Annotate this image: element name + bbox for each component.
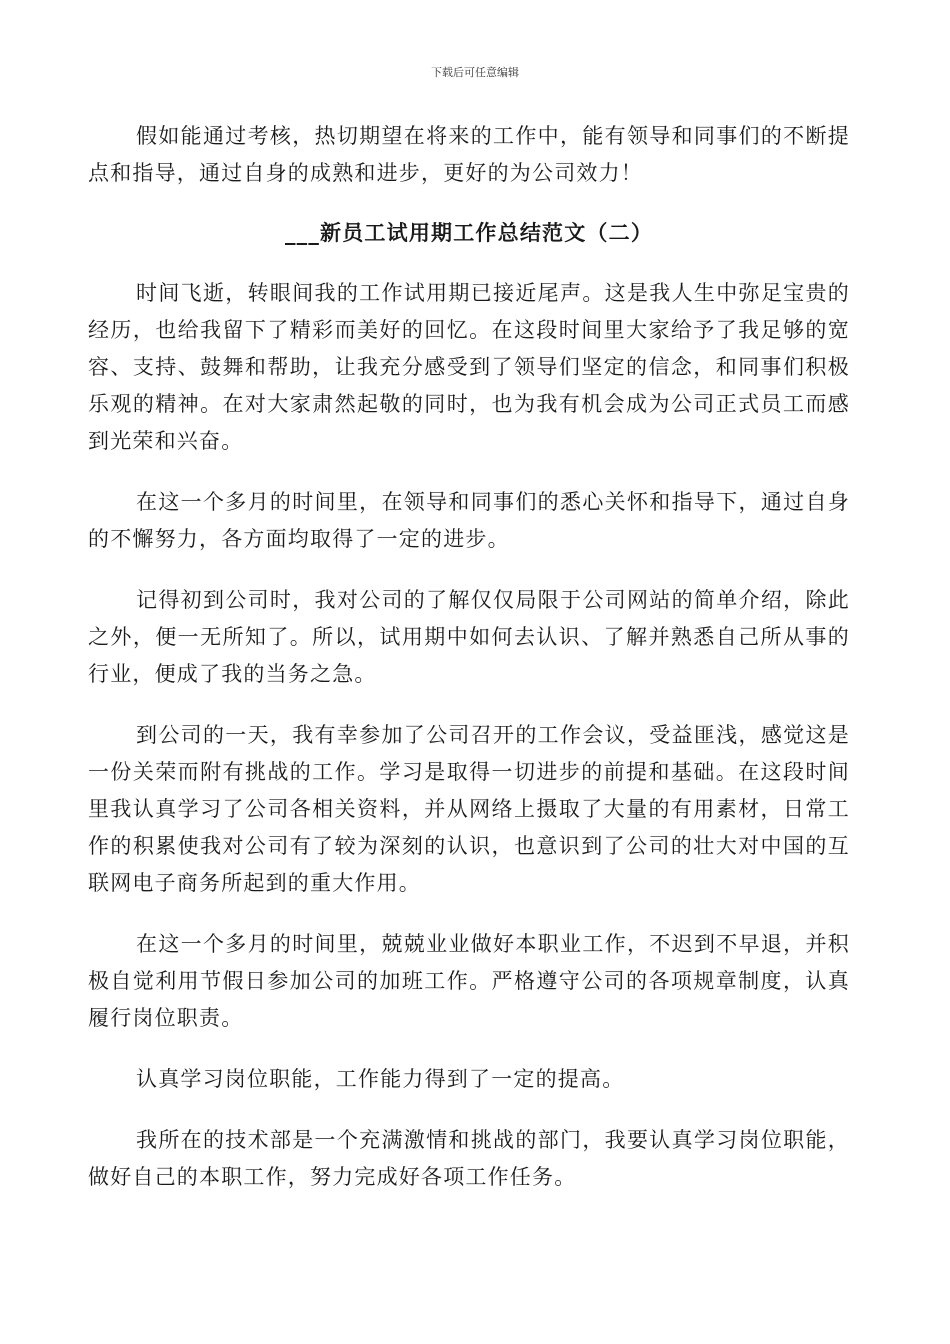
- paragraph-3: 记得初到公司时，我对公司的了解仅仅局限于公司网站的简单介绍，除此之外，便一无所知了。所以，试用期中如何去认识、了解并熟悉自己所从事的行业，便成了我的当务之急。: [88, 588, 850, 686]
- page-header-note: 下载后可任意编辑: [431, 66, 519, 79]
- paragraph-6: 认真学习岗位职能，工作能力得到了一定的提高。: [136, 1067, 625, 1091]
- paragraph-4: 到公司的一天，我有幸参加了公司召开的工作会议，受益匪浅，感觉这是一份关荣而附有挑战的工作。学习是取得一切进步的前提和基础。在这段时间里我认真学习了公司各相关资料，并从网络上摄取了大量的有用素材，日常工作的积累使我对公司有了较为深刻的认识，也意识到了公司的壮大对中国的互联网电子商务所起到的重大作用。: [88, 723, 850, 895]
- section-title: ___新员工试用期工作总结范文（二）: [284, 220, 654, 245]
- paragraph-2: 在这一个多月的时间里，在领导和同事们的悉心关怀和指导下，通过自身的不懈努力，各方面均取得了一定的进步。: [88, 490, 850, 551]
- document-body: [88, 118, 850, 1196]
- paragraph-1: 时间飞逝，转眼间我的工作试用期已接近尾声。这是我人生中弥足宝贵的经历，也给我留下了精彩而美好的回忆。在这段时间里大家给予了我足够的宽容、支持、鼓舞和帮助，让我充分感受到了领导们坚定的信念，和同事们积极乐观的精神。在对大家肃然起敬的同时，也为我有机会成为公司正式员工而感到光荣和兴奋。: [88, 281, 850, 453]
- intro-paragraph: 假如能通过考核，热切期望在将来的工作中，能有领导和同事们的不断提点和指导，通过自身的成熟和进步，更好的为公司效力！: [88, 124, 850, 185]
- paragraph-5: 在这一个多月的时间里，兢兢业业做好本职业工作，不迟到不早退，并积极自觉利用节假日参加公司的加班工作。严格遵守公司的各项规章制度，认真履行岗位职责。: [88, 932, 850, 1030]
- paragraph-7: 我所在的技术部是一个充满激情和挑战的部门，我要认真学习岗位职能，做好自己的本职工作，努力完成好各项工作任务。: [88, 1128, 850, 1189]
